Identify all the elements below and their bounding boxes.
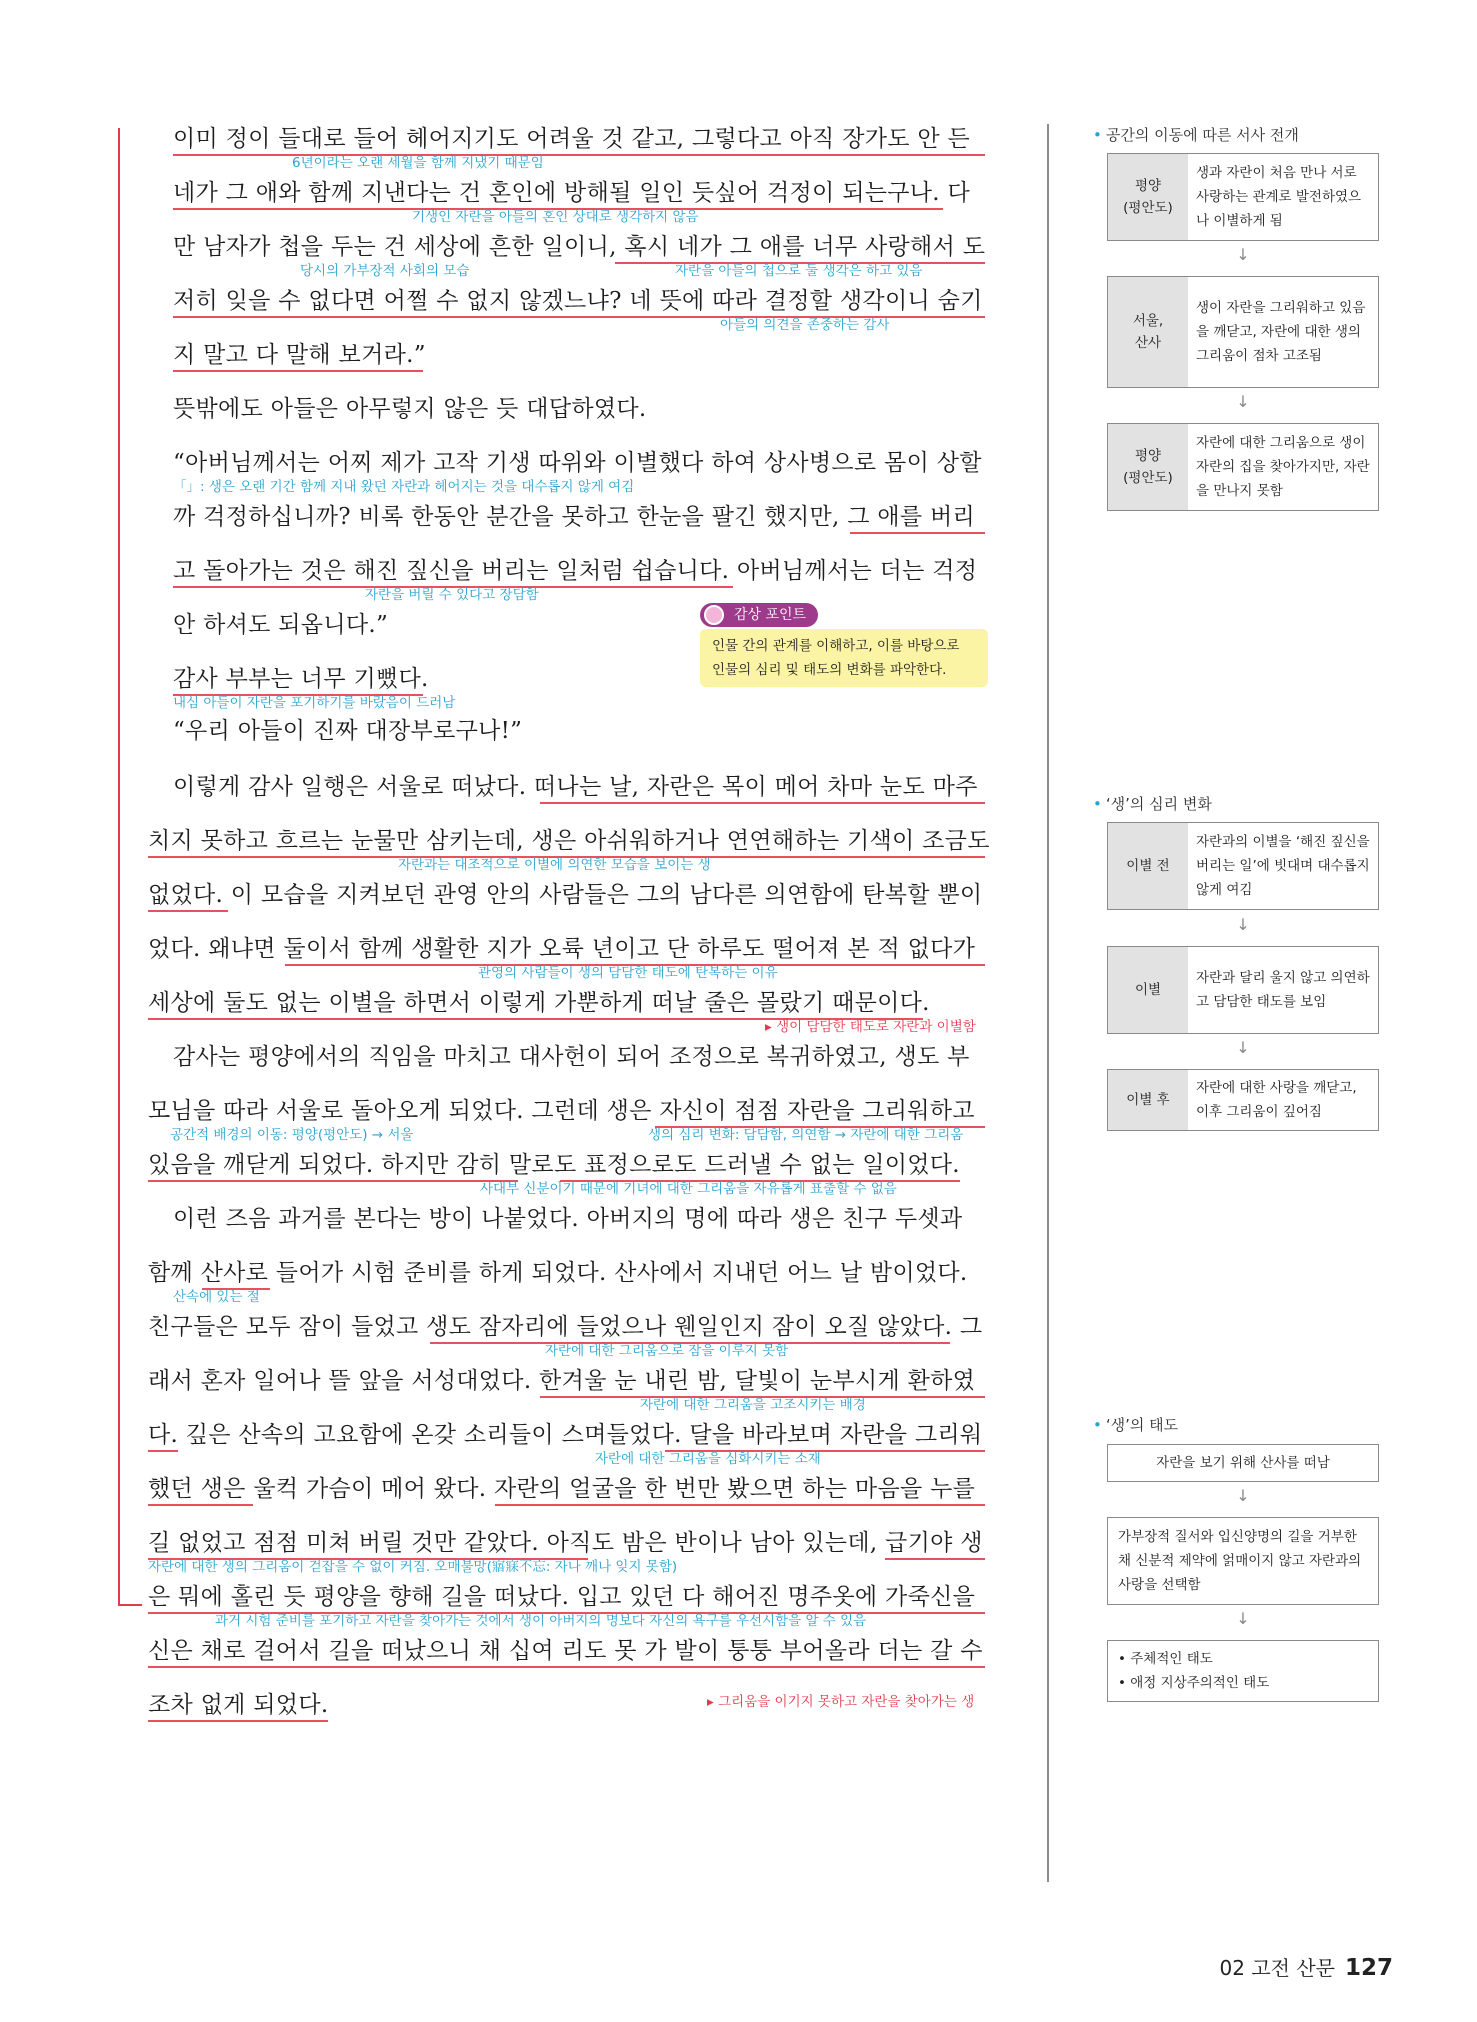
text-line: 안 하셔도 되옵니다.” [173,612,389,638]
text-line: 친구들은 모두 잠이 들었고 생도 잠자리에 들었으나 웬일인지 잠이 오질 않았다. 그 [148,1314,983,1340]
text-line: 고 돌아가는 것은 해진 짚신을 버리는 일처럼 쉽습니다. 아버님께서는 더는 걱정 [173,558,978,584]
text-line: 감사 부부는 너무 기뻤다. [173,666,429,692]
flow-box [1107,423,1379,511]
text-line: 했던 생은 울컥 가슴이 메어 왔다. 자란의 얼굴을 한 번만 봤으면 하는 마음을 누를 [148,1476,976,1502]
annotation: 기생인 자란을 아들의 혼인 상대로 생각하지 않음 [412,209,699,225]
flow-box-text: 자란과의 이별을 ‘해진 짚신을 버리는 일’에 빗대며 대수롭지 않게 여김 [1196,834,1370,898]
annotation: 자란에 대한 그리움으로 잠을 이루지 못함 [545,1343,789,1359]
underline [148,1666,985,1668]
underline [885,1558,985,1560]
text-line: 까 걱정하십니까? 비록 한동안 분간을 못하고 한눈을 팔긴 했지만, 그 애를 버리 [173,504,976,530]
flow-box-text: 생과 자란이 처음 만나 서로 사랑하는 관계로 발전하였으나 이별하게 됨 [1196,165,1362,229]
appreciation-point-tag [700,603,818,627]
flow-box [1107,1444,1379,1482]
sidebar-title-space: • 공간의 이동에 따른 서사 전개 [1093,126,1299,144]
flow-box-label: 이별 전 [1108,823,1188,909]
text-line: 다. 깊은 산속의 고요함에 온갖 소리들이 스며들었다. 달을 바라보며 자란을 그리워 [148,1422,983,1448]
down-arrow-icon: ↓ [1236,915,1250,934]
page-footer [1220,1952,1393,1981]
flow-box-text: 자란과 달리 울지 않고 의연하고 담담한 태도를 보임 [1196,970,1370,1010]
text-line: 래서 혼자 일어나 뜰 앞을 서성대었다. 한겨울 눈 내린 밤, 달빛이 눈부시게 환하였 [148,1368,976,1394]
appreciation-point [700,603,988,687]
underline [173,370,423,372]
text-line: 감사는 평양에서의 직임을 마치고 대사헌이 되어 조정으로 복귀하였고, 생도 부 [173,1044,970,1070]
appreciation-point-text: 인물 간의 관계를 이해하고, 이를 바탕으로 [712,638,960,654]
text-line: 있음을 깨닫게 되었다. 하지만 감히 말로도 표정으로도 드러낼 수 없는 일이었다. [148,1152,960,1178]
text-line: 만 남자가 첩을 두는 건 세상에 흔한 일이니, 혹시 네가 그 애를 너무 사랑해서 도 [173,234,986,260]
annotation: 6년이라는 오랜 세월을 함께 지냈기 때문임 [292,155,544,171]
text-line: 지 말고 다 말해 보거라.” [173,342,426,368]
annotation: 산속에 있는 절 [173,1289,260,1305]
text-line: 뜻밖에도 아들은 아무렇지 않은 듯 대답하였다. [173,396,647,422]
flow-box-text: 생이 자란을 그리워하고 있음을 깨닫고, 자란에 대한 생의 그리움이 점차 고조됨 [1196,300,1366,364]
annotation: 생의 심리 변화: 담담함, 의연함 → 자란에 대한 그리움 [648,1127,964,1143]
underline [850,532,985,534]
spiral-icon [704,605,724,625]
down-arrow-icon: ↓ [1236,1038,1250,1057]
flow-box-label: 이별 [1108,947,1188,1033]
text-line: 신은 채로 걸어서 길을 떠났으니 채 십여 리도 못 가 발이 퉁퉁 부어올라 더는 갈 수 [148,1638,983,1664]
annotation: 자란과는 대조적으로 이별에 의연한 모습을 보이는 생 [398,857,711,873]
annotation: 관영의 사람들이 생의 담담한 태도에 탄복하는 이유 [478,965,778,981]
flow-box-text: 가부장적 질서와 입신양명의 길을 거부한 채 신분적 제약에 얽매이지 않고 자란과의 사랑을 선택함 [1118,1529,1362,1593]
text-line: 이렇게 감사 일행은 서울로 떠났다. 떠나는 날, 자란은 목이 메어 차마 눈도 마주 [173,774,978,800]
bullet-dot-icon: • [1093,795,1102,813]
annotation: 내심 아들이 자란을 포기하기를 바랐음이 드러남 [173,695,456,711]
annotation: 아들의 의견을 존중하는 감사 [720,317,890,333]
underline [148,1450,178,1452]
down-arrow-icon: ↓ [1236,392,1250,411]
flow-box-label: 이별 후 [1108,1070,1188,1130]
text-line: 이런 즈음 과거를 본다는 방이 나붙었다. 아버지의 명에 따라 생은 친구 두셋과 [173,1206,963,1232]
appreciation-point-label: 감상 포인트 [734,607,807,623]
down-arrow-icon: ↓ [1236,245,1250,264]
flow-box-text: 자란에 대한 사랑을 깨닫고, 이후 그리움이 깊어짐 [1196,1080,1357,1120]
annotation: 사대부 신분이기 때문에 기녀에 대한 그리움을 자유롭게 표출할 수 없음 [480,1181,897,1197]
text-line: 함께 산사로 들어가 시험 준비를 하게 되었다. 산사에서 지내던 어느 날 밤이었다. [148,1260,968,1286]
flow-box-label: 평양 (평안도) [1108,154,1188,240]
bullet-dot-icon: • [1093,126,1102,144]
flow-box [1107,1069,1379,1131]
text-line: 네가 그 애와 함께 지낸다는 건 혼인에 방해될 일인 듯싶어 걱정이 되는구나. 다 [173,180,971,206]
appreciation-point-box [700,629,988,687]
annotation: 자란에 대한 그리움을 심화시키는 소재 [595,1451,821,1467]
text-line: 없었다. 이 모습을 지켜보던 관영 안의 사람들은 그의 남다른 의연함에 탄복할 뿐이 [148,882,983,908]
flow-box-text: • 주체적인 태도 • 애정 지상주의적인 태도 [1118,1651,1270,1691]
text-line: 길 없었고 점점 미쳐 버릴 것만 같았다. 아직도 밤은 반이나 남아 있는데, 급기야 생 [148,1530,983,1556]
text-line: “우리 아들이 진짜 대장부로구나!” [173,718,523,744]
flow-box [1107,946,1379,1034]
text-line: 었다. 왜냐면 둘이서 함께 생활한 지가 오륙 년이고 단 하루도 떨어져 본 적 없다가 [148,936,976,962]
sidebar-title-psychology: • ‘생’의 심리 변화 [1093,795,1212,813]
flow-box [1107,153,1379,241]
section-marker-bar [118,128,120,1606]
flow-box-text: 자란에 대한 그리움으로 생이 자란의 집을 찾아가지만, 자란을 만나지 못함 [1196,435,1370,499]
annotation: 「」: 생은 오랜 기간 함께 지내 왔던 자란과 헤어지는 것을 대수롭지 않게 여김 [173,479,635,495]
flow-box-text: 자란을 보기 위해 산사를 떠남 [1156,1455,1330,1471]
flow-box [1107,1640,1379,1702]
bullet-dot-icon: • [1093,1416,1102,1434]
flow-box [1107,1517,1379,1605]
down-arrow-icon: ↓ [1236,1609,1250,1628]
underline [148,1504,253,1506]
text-line: 세상에 둘도 없는 이별을 하면서 이렇게 가뿐하게 떠날 줄은 몰랐기 때문이다. [148,990,930,1016]
annotation: ▸ 그리움을 이기지 못하고 자란을 찾아가는 생 [707,1694,975,1710]
underline [148,910,228,912]
column-divider [1047,124,1049,1882]
text-line: 모님을 따라 서울로 돌아오게 되었다. 그런데 생은 자신이 점점 자란을 그리워하고 [148,1098,975,1124]
flow-box-label: 서울, 산사 [1108,277,1188,387]
underline [495,1504,985,1506]
sidebar-title-attitude: • ‘생’의 태도 [1093,1416,1179,1434]
appreciation-point-text: 인물의 심리 및 태도의 변화를 파악한다. [712,662,947,678]
page-number: 127 [1344,1955,1393,1981]
annotation: 자란에 대한 생의 그리움이 걷잡을 수 없이 커짐. 오매불망(寤寐不忘: 자나 깨나 잊지 못함) [148,1559,678,1575]
annotation: 자란을 버릴 수 있다고 장담함 [365,587,539,603]
down-arrow-icon: ↓ [1236,1486,1250,1505]
annotation: 공간적 배경의 이동: 평양(평안도) → 서울 [170,1127,414,1143]
text-line: “아버님께서는 어찌 제가 고작 기생 따위와 이별했다 하여 상사병으로 몸이 상할 [173,450,982,476]
underline [148,1720,328,1722]
text-line: 이미 정이 들대로 들어 헤어지기도 어려울 것 같고, 그렇다고 아직 장가도 안 든 [173,126,971,152]
text-line: 치지 못하고 흐르는 눈물만 삼키는데, 생은 아쉬워하거나 연연해하는 기색이 조금도 [148,828,990,854]
underline [540,802,985,804]
chapter-label: 02 고전 산문 [1219,1956,1335,1980]
underline [148,1180,518,1182]
annotation: ▸ 생이 담담한 태도로 자란과 이별함 [765,1019,976,1035]
annotation: 과거 시험 준비를 포기하고 자란을 찾아가는 것에서 생이 아버지의 명보다 자신의 욕구를 우선시함을 알 수 있음 [215,1613,867,1629]
annotation: 당시의 가부장적 사회의 모습 [300,263,470,279]
section-marker-end [118,1604,142,1606]
flow-box-label: 평양 (평안도) [1108,424,1188,510]
text-line: 은 뭐에 홀린 듯 평양을 향해 길을 떠났다. 입고 있던 다 해어진 명주옷에 가죽신을 [148,1584,976,1610]
annotation: 자란에 대한 그리움을 고조시키는 배경 [640,1397,866,1413]
text-line: 조차 없게 되었다. [148,1692,329,1718]
flow-box [1107,276,1379,388]
flow-box [1107,822,1379,910]
annotation: 자란을 아들의 첩으로 둘 생각은 하고 있음 [675,263,923,279]
text-line: 저히 잊을 수 없다면 어쩔 수 없지 않겠느냐? 네 뜻에 따라 결정할 생각이니 숨기 [173,288,983,314]
